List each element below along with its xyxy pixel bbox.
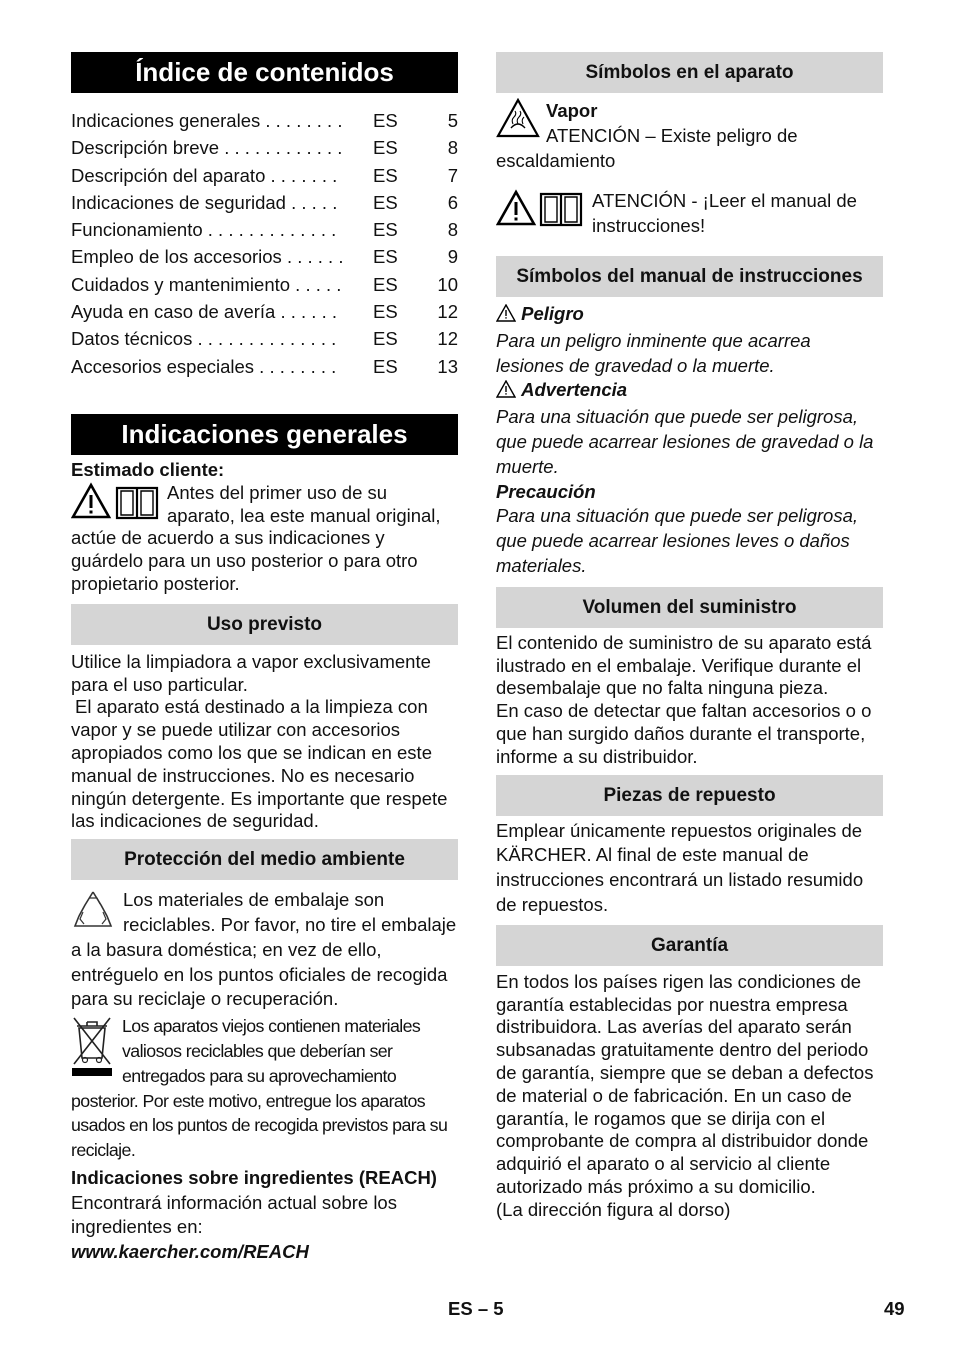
toc-entry-page: 8 xyxy=(447,137,458,159)
toc-entry[interactable] xyxy=(71,216,458,243)
toc-entry-label: Indicaciones de seguridad . . . . . xyxy=(71,191,338,213)
toc-entry-label: Datos técnicos . . . . . . . . . . . . . . xyxy=(71,328,337,350)
reach-heading: Indicaciones sobre ingredientes (REACH) xyxy=(71,1166,437,1188)
toc-entry-page: 13 xyxy=(437,355,458,377)
toc-entry-page: 12 xyxy=(437,328,458,350)
steam-warning-icon xyxy=(496,98,540,138)
toc-entry-lang: ES xyxy=(373,355,398,377)
toc-entry-label: Accesorios especiales . . . . . . . . xyxy=(71,355,337,377)
left-column xyxy=(71,52,458,1265)
volumen-heading: Volumen del suministro xyxy=(496,587,883,628)
advertencia-text: Para una situación que puede ser peligrosa, que puede acarrear lesiones de gravedad o la muerte. xyxy=(496,406,874,477)
toc-entry-label: Indicaciones generales . . . . . . . . xyxy=(71,110,343,131)
uso-p2: El aparato está destinado a la limpieza con vapor y se puede utilizar con accesorios apropiados como los que se indican en este manual de instrucciones. No es necesario ningún detergente. Es importante que respete las indicaciones de seguridad. xyxy=(71,696,448,832)
toc-entry-label: Funcionamiento . . . . . . . . . . . . . xyxy=(71,219,337,241)
warning-manual-icon xyxy=(496,188,584,228)
warning-icon xyxy=(496,304,516,329)
toc-heading: Índice de contenidos xyxy=(71,52,458,93)
toc-entry-label: Ayuda en caso de avería . . . . . . xyxy=(71,301,338,323)
toc-entry-lang: ES xyxy=(373,246,398,268)
volumen-p1: El contenido de suministro de su aparato está ilustrado en el embalaje. Verifique durante el desembalaje que no falta ninguna pieza. xyxy=(496,631,872,699)
toc-entry-lang: ES xyxy=(373,137,398,159)
toc-entry-page: 8 xyxy=(447,219,458,241)
peligro-block xyxy=(496,302,883,329)
vapor-text: ATENCIÓN – Existe peligro de escaldamiento xyxy=(496,125,798,171)
vapor-block xyxy=(496,98,883,173)
toc-entry-page: 12 xyxy=(437,301,458,323)
toc-entry[interactable] xyxy=(71,134,458,161)
advertencia-block xyxy=(496,378,883,405)
medio-p1-text: Los materiales de embalaje son reciclables. Por favor, no tire el embalaje a la basura doméstica; en vez de ello, entréguelo en los puntos oficiales de recogida para su reciclaje o recuperación. xyxy=(71,889,457,1010)
simbolos-manual-heading: Símbolos del manual de instrucciones xyxy=(496,256,883,297)
toc-entry-lang: ES xyxy=(373,301,398,323)
medio-block-1 xyxy=(71,888,458,1012)
warning-icon xyxy=(496,380,516,405)
toc-entry[interactable] xyxy=(71,189,458,216)
garantia-heading: Garantía xyxy=(496,925,883,966)
vapor-title: Vapor xyxy=(546,100,598,121)
peligro-title: Peligro xyxy=(521,303,584,324)
medio-heading: Protección del medio ambiente xyxy=(71,839,458,880)
manual-block xyxy=(496,188,883,238)
toc-entry-lang: ES xyxy=(373,328,398,350)
uso-heading: Uso previsto xyxy=(71,604,458,645)
recycle-icon xyxy=(71,888,115,932)
greeting: Estimado cliente: xyxy=(71,458,225,480)
toc-entry-page: 7 xyxy=(447,164,458,186)
toc-entry-lang: ES xyxy=(373,273,398,295)
toc-entry-label: Descripción del aparato . . . . . . . xyxy=(71,164,338,186)
peligro-text: Para un peligro inminente que acarrea lesiones de gravedad o la muerte. xyxy=(496,329,811,376)
weee-bin-icon xyxy=(71,1014,113,1078)
manual-text: ATENCIÓN - ¡Leer el manual de instrucciones! xyxy=(592,190,857,236)
advertencia-title: Advertencia xyxy=(521,379,628,401)
footer-section: ES – 5 xyxy=(448,1298,504,1319)
general-intro-text: Antes del primer uso de su aparato, lea este manual original, actúe de acuerdo a sus indicaciones y guárdelo para un uso posterior o para otro propietario posterior. xyxy=(71,481,441,594)
toc-entry-label: Empleo de los accesorios . . . . . . xyxy=(71,246,344,268)
toc-entry[interactable] xyxy=(71,107,458,134)
precaucion-title: Precaución xyxy=(496,480,596,502)
toc-entry-lang: ES xyxy=(373,219,398,241)
general-heading: Indicaciones generales xyxy=(71,414,458,455)
toc-entry-lang: ES xyxy=(373,110,398,131)
garantia-p1: En todos los países rigen las condiciones de garantía establecidas por nuestra empresa distribuidora. Las averías del aparato serán subsanadas gratuitamente dentro del periodo de garantía, siempre que se deban a defectos de material o de fabricación. En un caso de garantía, le rogamos que se dirija con el comprobante de compra al distribuidor donde adquirió el aparato o al servicio al cliente autorizado más próximo a su domicilio. xyxy=(496,970,874,1197)
precaucion-text: Para una situación que puede ser peligrosa, que puede acarrear lesiones leves o daños materiales. xyxy=(496,505,859,576)
medio-block-2 xyxy=(71,1014,458,1163)
toc-entry-page: 9 xyxy=(447,246,458,268)
toc-list xyxy=(71,107,458,380)
toc-entry[interactable] xyxy=(71,325,458,352)
piezas-heading: Piezas de repuesto xyxy=(496,775,883,816)
general-intro-block xyxy=(71,482,458,596)
toc-entry-lang: ES xyxy=(373,191,398,213)
piezas-p1: Emplear únicamente repuestos originales de KÄRCHER. Al final de este manual de instrucciones encontrará un listado resumido de repuestos. xyxy=(496,819,864,915)
toc-entry-label: Cuidados y mantenimiento . . . . . xyxy=(71,273,342,295)
volumen-p2: En caso de detectar que faltan accesorios o o que han surgido daños durante el transporte, informe a su distribuidor. xyxy=(496,700,872,767)
reach-link[interactable]: www.kaercher.com/REACH xyxy=(71,1241,309,1263)
toc-entry-page: 6 xyxy=(447,191,458,213)
toc-entry-page: 5 xyxy=(447,110,458,131)
toc-entry-label: Descripción breve . . . . . . . . . . . . xyxy=(71,137,343,159)
garantia-p2: (La dirección figura al dorso) xyxy=(496,1198,731,1220)
toc-entry[interactable] xyxy=(71,243,458,270)
toc-entry[interactable] xyxy=(71,271,458,298)
toc-entry-page: 10 xyxy=(437,273,458,295)
warning-manual-icon xyxy=(71,482,161,520)
medio-p2-text: Los aparatos viejos contienen materiales valiosos reciclables que deberían ser entregados para su aprovechamiento posterior. Por este motivo, entregue los aparatos usados en los puntos de recogida previstos para su reciclaje. xyxy=(71,1016,448,1161)
toc-entry-lang: ES xyxy=(373,164,398,186)
toc-entry[interactable] xyxy=(71,353,458,380)
toc-entry[interactable] xyxy=(71,162,458,189)
uso-p1: Utilice la limpiadora a vapor exclusivamente para el uso particular. xyxy=(71,650,431,695)
toc-entry[interactable] xyxy=(71,298,458,325)
simbolos-aparato-heading: Símbolos en el aparato xyxy=(496,52,883,93)
reach-text: Encontrará información actual sobre los ingredientes en: xyxy=(71,1191,397,1238)
right-column xyxy=(496,52,883,1222)
page-number: 49 xyxy=(884,1298,905,1319)
